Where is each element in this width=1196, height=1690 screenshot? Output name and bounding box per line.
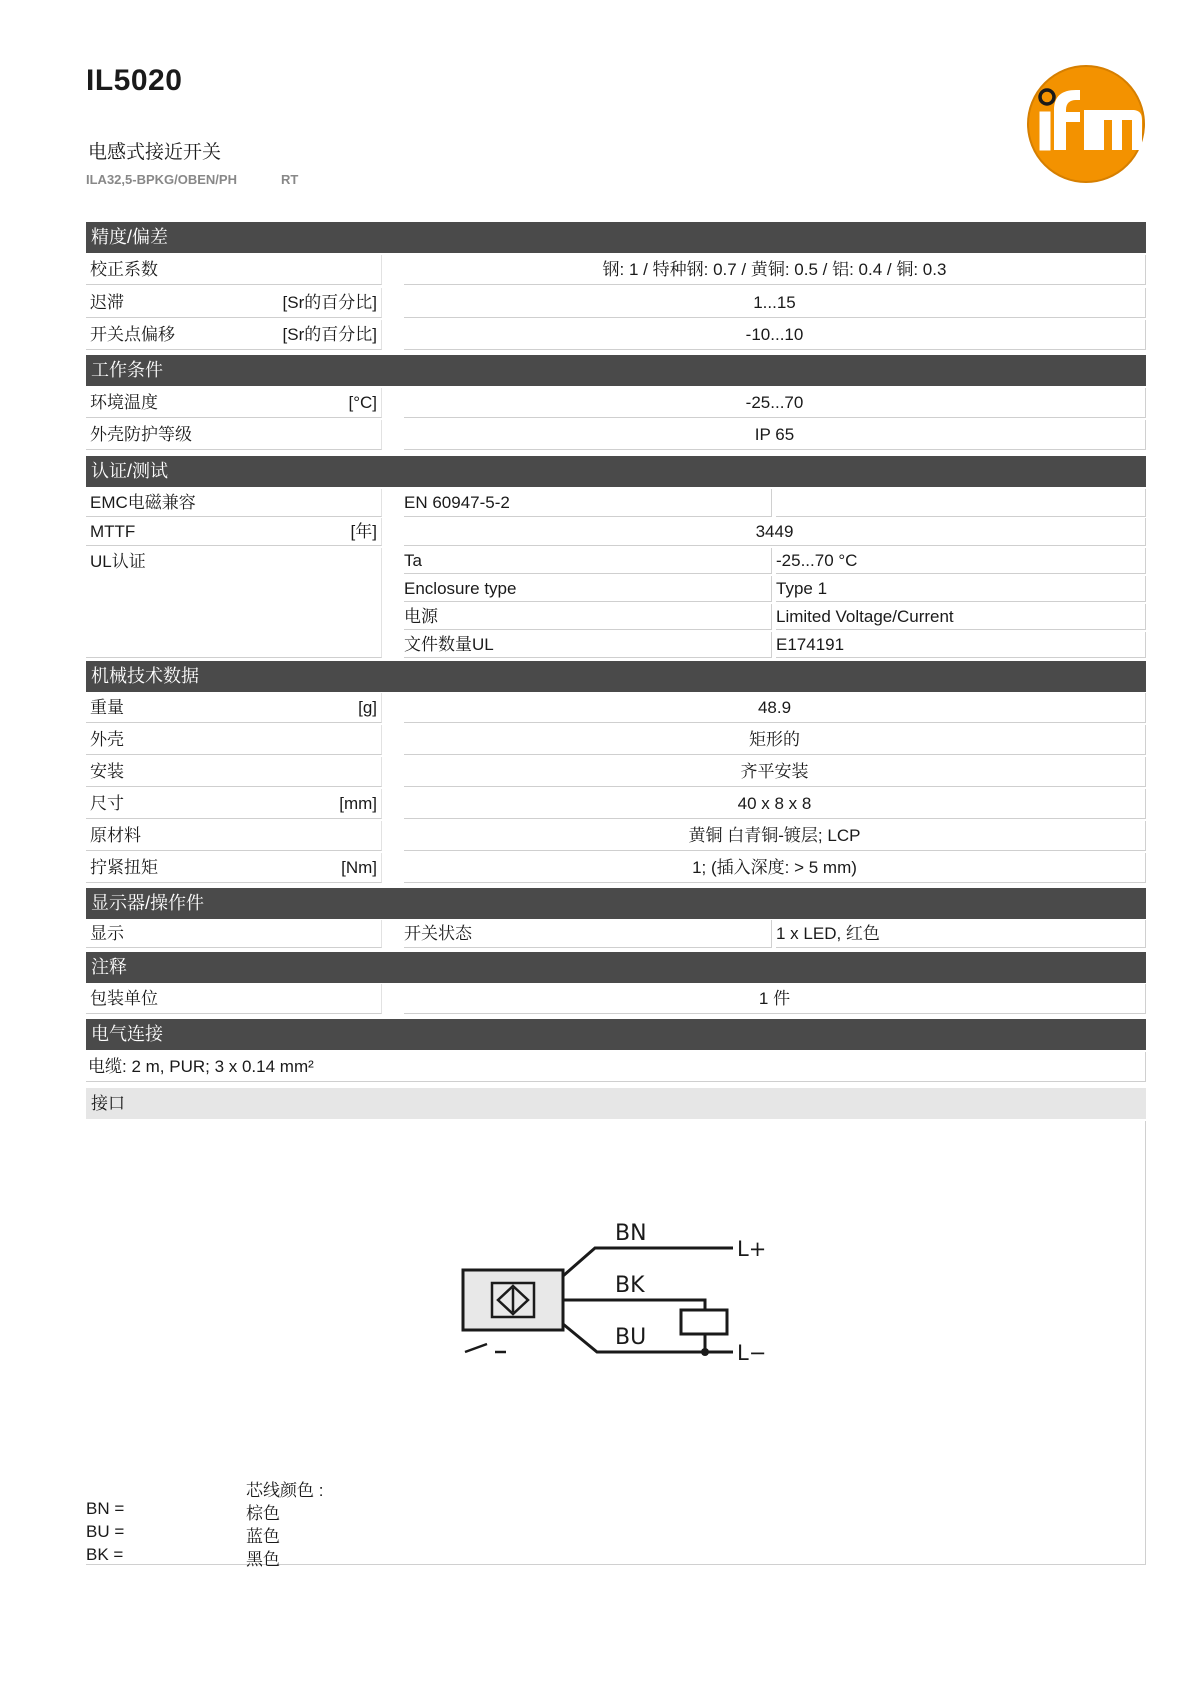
label-dimensions: 尺寸 [mm] — [86, 789, 382, 819]
value-housing: 矩形的 — [404, 725, 1146, 755]
interface-label: 接口 — [86, 1088, 1146, 1119]
label-correction-factor: 校正系数 — [86, 255, 382, 285]
label-l-plus: L+ — [737, 1237, 767, 1261]
switch-symbol — [465, 1344, 487, 1352]
label-material: 原材料 — [86, 821, 382, 851]
label-packaging-unit: 包装单位 — [86, 984, 382, 1014]
label-mttf: MTTF [年] — [86, 518, 382, 546]
label-weight: 重量 [g] — [86, 693, 382, 723]
legend-color-bk: 黑色 — [246, 1550, 280, 1569]
ifm-logo — [1026, 64, 1146, 184]
label-emc: EMC电磁兼容 — [86, 489, 382, 517]
legend-code-bk: BK = — [86, 1545, 124, 1564]
section-header-mechanical: 机械技术数据 — [86, 661, 1146, 692]
value-protection: IP 65 — [404, 420, 1146, 450]
label-bn: BN — [615, 1221, 647, 1246]
section-header-display: 显示器/操作件 — [86, 888, 1146, 919]
legend-code-bu: BU = — [86, 1522, 125, 1541]
section-header-notes: 注释 — [86, 952, 1146, 983]
label-protection: 外壳防护等级 — [86, 420, 382, 450]
value-mttf: 3449 — [404, 518, 1146, 546]
label-bk: BK — [615, 1273, 645, 1298]
label-ambient-temperature: 环境温度 [°C] — [86, 388, 382, 418]
label-display: 显示 — [86, 920, 382, 948]
cable-spec: 电缆: 2 m, PUR; 3 x 0.14 mm² — [86, 1052, 1146, 1082]
wire-bn — [563, 1248, 733, 1276]
section-header-accuracy: 精度/偏差 — [86, 222, 1146, 253]
wiring-diagram — [455, 1210, 785, 1380]
value-switch-point-drift: -10...10 — [404, 320, 1146, 350]
value-led: 1 x LED, 红色 — [776, 920, 1146, 948]
product-title: IL5020 — [86, 64, 183, 97]
value-correction-factor: 钢: 1 / 特种钢: 0.7 / 黄铜: 0.5 / 铝: 0.4 / 铜: 0.3 — [404, 255, 1146, 285]
legend-color-bu: 蓝色 — [246, 1527, 280, 1546]
value-ambient-temperature: -25...70 — [404, 388, 1146, 418]
value-emc-extra — [776, 489, 1146, 517]
product-subtitle: 电感式接近开关 — [88, 142, 222, 163]
label-torque: 拧紧扭矩 [Nm] — [86, 853, 382, 883]
section-header-operating: 工作条件 — [86, 355, 1146, 386]
value-switching-status-key: 开关状态 — [404, 920, 772, 948]
value-torque: 1; (插入深度: > 5 mm) — [404, 853, 1146, 883]
ul-value-power: Limited Voltage/Current — [776, 604, 1146, 630]
label-ul: UL认证 — [86, 548, 382, 658]
label-bu: BU — [615, 1325, 647, 1350]
load — [681, 1310, 727, 1334]
value-dimensions: 40 x 8 x 8 — [404, 789, 1146, 819]
label-housing: 外壳 — [86, 725, 382, 755]
label-l-minus: L− — [737, 1341, 767, 1365]
section-header-approvals: 认证/测试 — [86, 456, 1146, 487]
value-weight: 48.9 — [404, 693, 1146, 723]
legend-color-bn: 棕色 — [246, 1504, 280, 1523]
ul-key-enclosure: Enclosure type — [404, 576, 772, 602]
value-emc: EN 60947-5-2 — [404, 489, 772, 517]
ul-key-file-number: 文件数量UL — [404, 632, 772, 658]
product-code: ILA32,5-BPKG/OBEN/PH — [86, 172, 237, 187]
value-hysteresis: 1...15 — [404, 288, 1146, 318]
value-packaging-unit: 1 件 — [404, 984, 1146, 1014]
value-material: 黄铜 白青铜-镀层; LCP — [404, 821, 1146, 851]
section-header-electrical: 电气连接 — [86, 1019, 1146, 1050]
ul-value-ta: -25...70 °C — [776, 548, 1146, 574]
value-mounting: 齐平安装 — [404, 757, 1146, 787]
legend-heading: 芯线颜色 : — [246, 1481, 324, 1500]
legend-code-bn: BN = — [86, 1499, 125, 1518]
ul-value-enclosure: Type 1 — [776, 576, 1146, 602]
wire-bu — [563, 1324, 733, 1352]
label-mounting: 安装 — [86, 757, 382, 787]
ul-key-power: 电源 — [404, 604, 772, 630]
product-code-suffix: RT — [281, 172, 299, 187]
ul-key-ta: Ta — [404, 548, 772, 574]
label-hysteresis: 迟滞 [Sr的百分比] — [86, 288, 382, 318]
label-switch-point-drift: 开关点偏移 [Sr的百分比] — [86, 320, 382, 350]
ul-value-file-number: E174191 — [776, 632, 1146, 658]
